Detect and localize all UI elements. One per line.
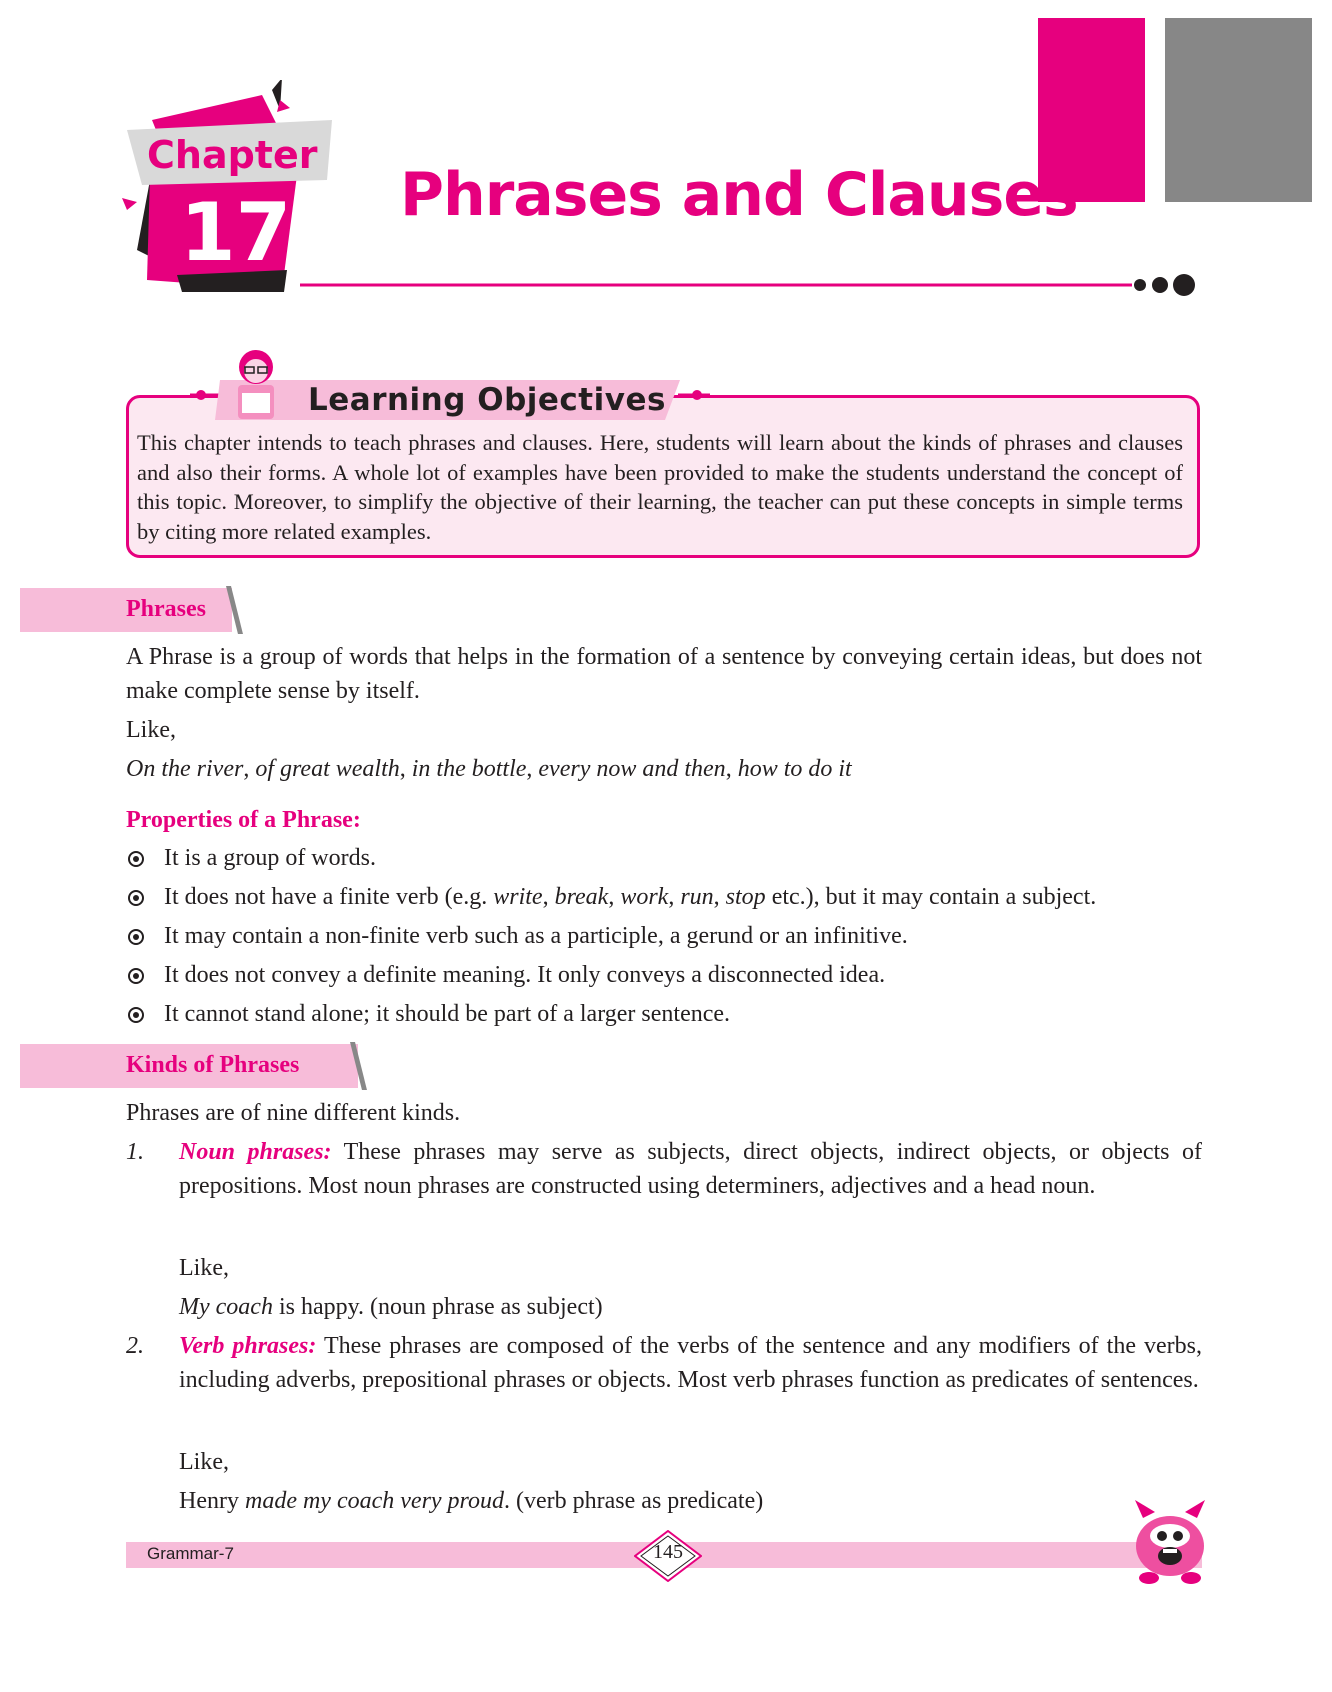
monster-mascot-icon — [1125, 1498, 1215, 1588]
chapter-word: Chapter — [147, 133, 318, 177]
verb-phrases-item: Verb phrases: These phrases are composed of the verbs of the sentence and any modifiers of the verbs, including adverbs, prepositional phrases or objects. Most verb phrases function as predicates of sentences. — [179, 1333, 1202, 1393]
list-number: 2. — [126, 1333, 144, 1359]
property-item: It cannot stand alone; it should be part of a larger sentence. — [164, 1001, 731, 1027]
example: how to do it — [737, 756, 852, 782]
phrase-like: Like, — [126, 717, 176, 743]
property-item: It does not convey a definite meaning. It only conveys a disconnected idea. — [164, 962, 886, 988]
property-item: It may contain a non-finite verb such as a participle, a gerund or an infinitive. — [164, 923, 908, 949]
property-item: It is a group of words. — [164, 845, 376, 871]
example: in the bottle — [411, 756, 527, 782]
phrase-examples: On the river, of great wealth, in the bottle, every now and then, how to do it — [126, 756, 852, 782]
noun-phrases-like: Like, — [179, 1255, 229, 1281]
bullet-icon — [128, 929, 144, 945]
section-heading-phrases: Phrases — [126, 596, 206, 622]
bullet-icon — [128, 1007, 144, 1023]
chapter-number: 17 — [180, 186, 292, 279]
properties-heading: Properties of a Phrase: — [126, 807, 361, 833]
footer-book-title: Grammar-7 — [147, 1544, 234, 1563]
list-number: 1. — [126, 1139, 144, 1165]
learning-objectives-heading: Learning Objectives — [308, 382, 666, 418]
example: On the river — [126, 756, 244, 782]
bullet-icon — [128, 890, 144, 906]
bullet-icon — [128, 851, 144, 867]
bullet-icon — [128, 968, 144, 984]
noun-phrases-item: Noun phrases: These phrases may serve as subjects, direct objects, indirect objects, or objects of prepositions. Most noun phrases are constructed using determiners, adjectives and a head noun. — [179, 1139, 1202, 1199]
phrase-definition: A Phrase is a group of words that helps in the formation of a sentence by conveying certain ideas, but does not make complete sense by itself. — [126, 644, 1202, 704]
page-title: Phrases and Clauses — [400, 160, 1078, 230]
section-heading-kinds: Kinds of Phrases — [126, 1052, 300, 1078]
page-number: 145 — [653, 1541, 683, 1563]
verb-phrases-example: Henry made my coach very proud. (verb phrase as predicate) — [179, 1488, 764, 1514]
decorative-grey-block — [1165, 18, 1312, 202]
kinds-intro: Phrases are of nine different kinds. — [126, 1100, 461, 1126]
property-item: It does not have a finite verb (e.g. write, break, work, run, stop etc.), but it may contain a subject. — [164, 884, 1097, 910]
example: every now and then — [538, 756, 726, 782]
learning-objectives-text: This chapter intends to teach phrases and clauses. Here, students will learn about the kinds of phrases and clauses and also their forms. A whole lot of examples have been provided to make the students understand the concept of this topic. Moreover, to simplify the objective of their learning, the teacher can put these concepts in simple terms by citing more related examples. — [137, 430, 1183, 544]
example: of great wealth — [255, 756, 400, 782]
title-underline — [300, 270, 1210, 300]
verb-phrases-like: Like, — [179, 1449, 229, 1475]
noun-phrases-example: My coach is happy. (noun phrase as subject) — [179, 1294, 603, 1320]
